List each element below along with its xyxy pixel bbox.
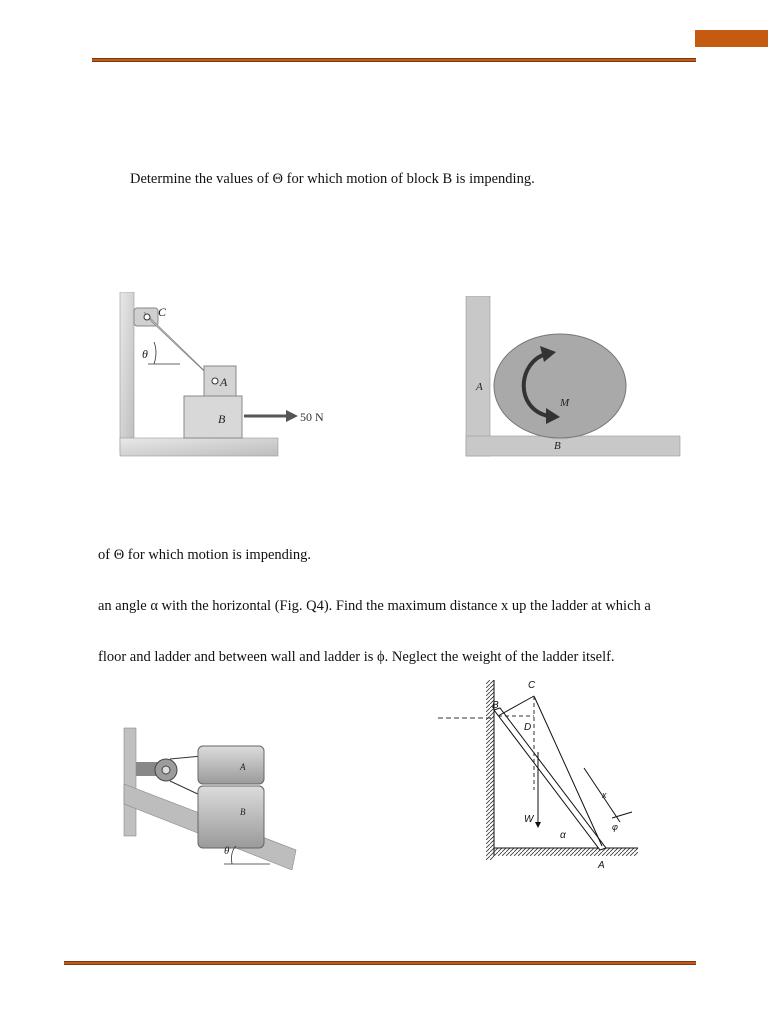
header-rule	[92, 58, 696, 62]
fig4-label-w: W	[524, 814, 534, 825]
fig4-label-x: x	[602, 790, 607, 800]
fig2-label-m: M	[560, 397, 570, 409]
fig1-label-theta: θ	[142, 347, 148, 361]
figure-disk-corner	[462, 296, 684, 461]
fig4-label-d: D	[524, 722, 532, 733]
fig4-label-alpha: α	[560, 830, 566, 841]
figure-ladder	[438, 672, 644, 872]
fig4-label-a: A	[598, 860, 605, 871]
problem-statement-1: Determine the values of Θ for which motion of block B is impending.	[130, 171, 535, 187]
header-accent-tab	[695, 30, 768, 47]
fig3-label-b: B	[240, 807, 246, 817]
fig3-label-theta: θ	[224, 845, 230, 857]
problem-statement-2: of Θ for which motion is impending.	[98, 547, 312, 563]
problem-statement-4: floor and ladder and between wall and ladder is ϕ. Neglect the weight of the ladder itself.	[98, 649, 615, 665]
fig1-label-c: C	[158, 305, 167, 319]
fig1-force-label: 50 N	[300, 410, 324, 424]
fig1-label-a: A	[220, 375, 228, 389]
fig2-label-a: A	[476, 381, 483, 393]
fig2-label-b: B	[554, 440, 561, 452]
fig1-label-b: B	[218, 412, 226, 426]
fig3-label-a: A	[240, 762, 246, 772]
footer-rule	[64, 961, 696, 965]
problem-statement-3: an angle α with the horizontal (Fig. Q4). Find the maximum distance x up the ladder at which a	[98, 598, 651, 614]
fig4-label-c: C	[528, 680, 536, 691]
fig4-label-b: B	[492, 700, 499, 711]
fig4-label-phi: φ	[612, 822, 618, 832]
figure-block-link	[118, 292, 333, 462]
figure-incline-blocks	[120, 724, 300, 870]
